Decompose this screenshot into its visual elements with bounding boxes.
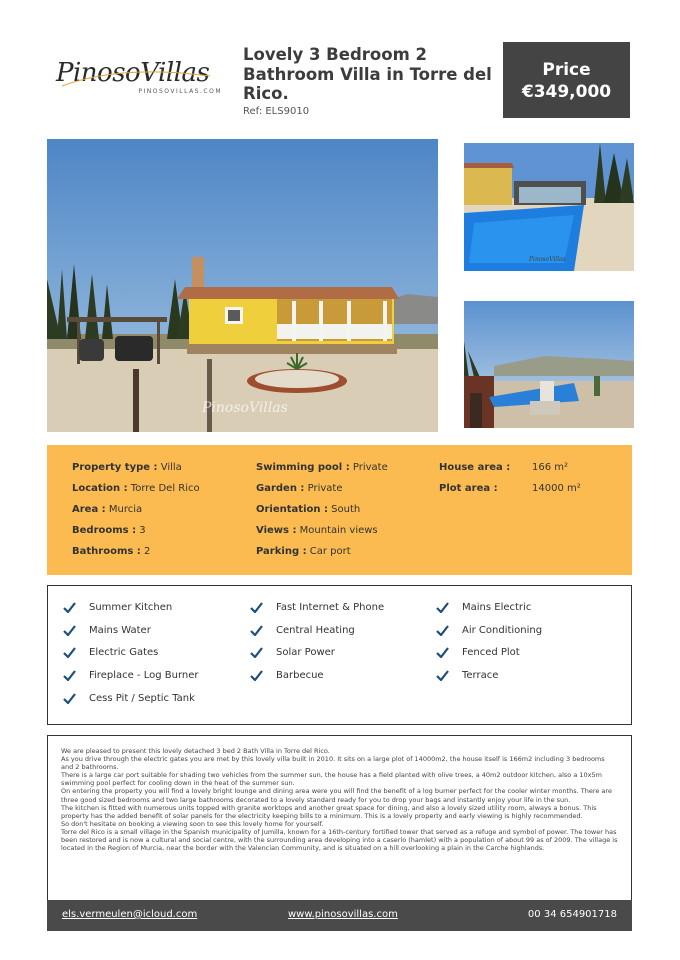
detail-parking: Parking : Car port <box>256 546 351 557</box>
feature-item: Electric Gates <box>63 647 158 658</box>
feature-item: Fenced Plot <box>436 647 520 658</box>
detail-orientation: Orientation : South <box>256 504 361 515</box>
detail-house-area-value: 166 m² <box>532 462 569 473</box>
logo-subtext: PINOSOVILLAS.COM <box>138 88 222 95</box>
detail-garden: Garden : Private <box>256 483 343 494</box>
feature-item: Barbecue <box>250 670 324 681</box>
check-icon <box>436 625 449 636</box>
detail-area: Area : Murcia <box>72 504 143 515</box>
detail-plot-area-label: Plot area : <box>439 483 498 494</box>
check-icon <box>436 647 449 658</box>
website-link[interactable]: www.pinosovillas.com <box>288 909 398 920</box>
check-icon <box>63 670 76 681</box>
property-details <box>47 445 632 575</box>
price-box <box>503 42 630 118</box>
price-label: Price <box>542 60 591 80</box>
email-link[interactable]: els.vermeulen@icloud.com <box>62 909 198 920</box>
feature-item: Mains Electric <box>436 602 531 613</box>
detail-house-area-label: House area : <box>439 462 511 473</box>
description-paragraph: On entering the property you will find a lovely bright lounge and dining area were you will find the benefit of a log burner perfect for the cooler winter months. There are three good sized bedrooms and two large bathrooms decorated to a lovely standard ready for you to drop your bags and instantly enjoy your life in the sun. <box>61 787 612 804</box>
check-icon <box>250 625 263 636</box>
check-icon <box>436 670 449 681</box>
listing-ref: Ref: ELS9010 <box>243 106 310 117</box>
check-icon <box>250 647 263 658</box>
features-list <box>47 585 632 725</box>
check-icon <box>436 602 449 613</box>
check-icon <box>63 693 76 704</box>
check-icon <box>63 602 76 613</box>
check-icon <box>63 625 76 636</box>
feature-item: Terrace <box>436 670 498 681</box>
outdoor-kitchen-photo[interactable] <box>464 301 634 428</box>
description-paragraph: So don't hesitate on booking a viewing soon to see this lovely home for yourself. <box>61 819 324 828</box>
detail-bathrooms: Bathrooms : 2 <box>72 546 151 557</box>
feature-item: Fireplace - Log Burner <box>63 670 199 681</box>
check-icon <box>250 670 263 681</box>
feature-item: Summer Kitchen <box>63 602 172 613</box>
feature-item: Central Heating <box>250 625 355 636</box>
description-paragraph: The kitchen is fitted with numerous units topped with granite worktops and another great space for dining, and also a lovely sized utility room, always a bonus. This property has the added benefit of solar panels for the electricity keeping bills to a minimum. This is a lovely property and early viewing is highly recommended. <box>61 803 597 820</box>
listing-title: Lovely 3 Bedroom 2 Bathroom Villa in Torre del Rico. <box>243 45 492 103</box>
logo-text: PinosoVillas <box>56 58 210 88</box>
check-icon <box>63 647 76 658</box>
property-description <box>47 735 632 900</box>
photo-watermark: PinosoVillas <box>202 400 288 416</box>
feature-item: Air Conditioning <box>436 625 542 636</box>
feature-item: Mains Water <box>63 625 151 636</box>
feature-item: Solar Power <box>250 647 335 658</box>
detail-views: Views : Mountain views <box>256 525 378 536</box>
photo-watermark-small: PinosoVillas <box>529 256 566 263</box>
detail-bedrooms: Bedrooms : 3 <box>72 525 146 536</box>
description-paragraph: There is a large car port suitable for shading two vehicles from the summer sun, the house has a field planted with olive trees, a 40m2 outdoor kitchen, also a 10x5m swimming pool perfect for cooling down in the heat of the summer sun. <box>61 771 602 788</box>
main-villa-photo[interactable] <box>47 139 438 432</box>
pool-photo[interactable] <box>464 143 634 271</box>
detail-swimming-pool: Swimming pool : Private <box>256 462 388 473</box>
check-icon <box>250 602 263 613</box>
company-logo <box>56 58 228 102</box>
detail-plot-area-value: 14000 m² <box>532 483 581 494</box>
description-paragraph: Torre del Rico is a small village in the Spanish municipality of Jumilla, known for a 16th-century fortified tower that served as a refuge and symbol of power. The tower has been restored and is now a cultural and social centre, with the surrounding area developing into a caserío (hamlet) with a population of about 99 as of 2009. The village is located in the Region of Murcia, near the border with the Valencian Community, and is situated on a hill overlooking a plain in the Carche highlands. <box>61 827 618 853</box>
description-paragraph: As you drive through the electric gates you are met by this lovely villa built in 2010. It sits on a large plot of 14000m2, the house itself is 166m2 including 3 bedrooms and 2 bathrooms. <box>61 755 605 772</box>
contact-footer <box>47 900 632 931</box>
description-paragraph: We are pleased to present this lovely detached 3 bed 2 Bath Villa in Torre del Rico. <box>61 747 330 755</box>
phone-number: 00 34 654901718 <box>527 909 617 920</box>
detail-property-type: Property type : Villa <box>72 462 182 473</box>
price-value: €349,000 <box>521 82 612 102</box>
feature-item: Fast Internet & Phone <box>250 602 384 613</box>
detail-location: Location : Torre Del Rico <box>72 483 200 494</box>
feature-item: Cess Pit / Septic Tank <box>63 693 195 704</box>
